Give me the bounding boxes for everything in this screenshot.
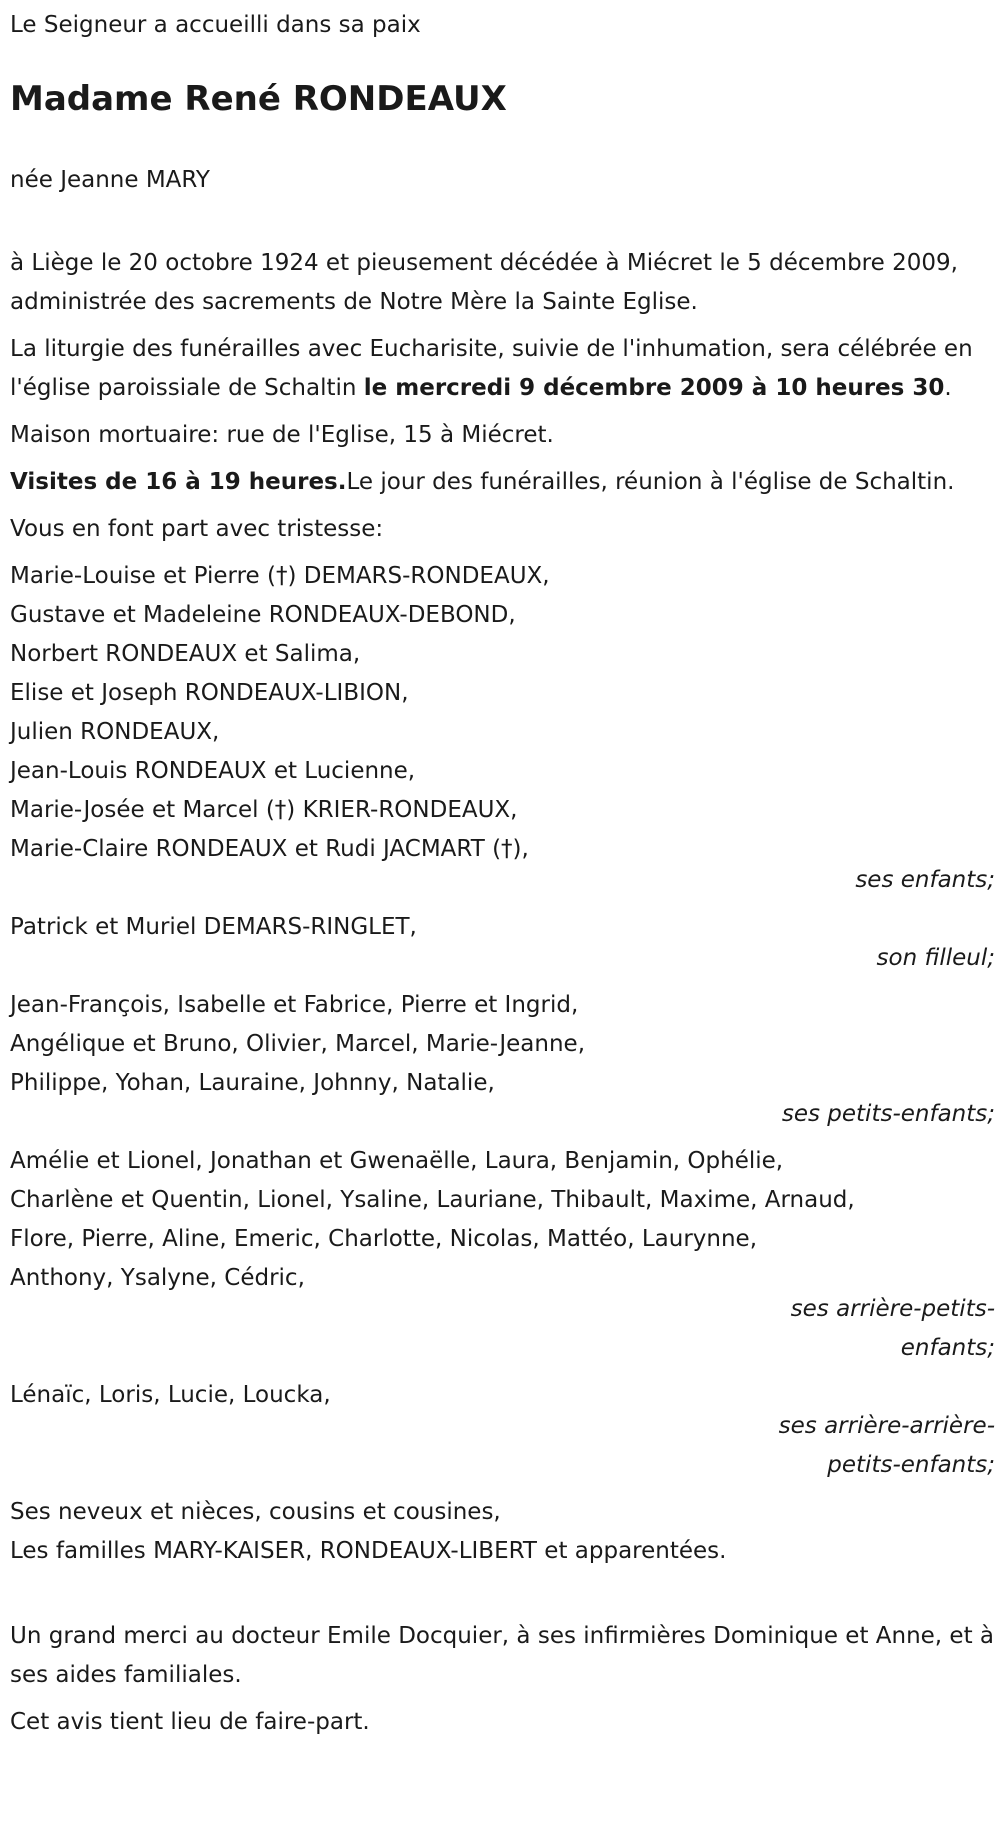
thanks-paragraph: Un grand merci au docteur Emile Docquier, à ses infirmières Dominique et Anne, et à ses aides familiales.	[10, 1623, 995, 1688]
obituary-content	[10, 6, 995, 1742]
list-item: Marie-Josée et Marcel (†) KRIER-RONDEAUX,	[10, 797, 518, 823]
role-line: ses arrière-arrière-	[778, 1413, 995, 1439]
godson-role: son filleul;	[876, 945, 995, 971]
great-grandchildren-list	[10, 1142, 995, 1298]
list-item: Charlène et Quentin, Lionel, Ysaline, Lauriane, Thibault, Maxime, Arnaud,	[10, 1187, 855, 1213]
role-line: ses arrière-petits-	[790, 1296, 995, 1322]
deceased-name: Madame René RONDEAUX	[10, 79, 507, 119]
great-grandchildren-role	[10, 1290, 995, 1368]
relatives-list	[10, 1493, 995, 1571]
liturgy-date: le mercredi 9 décembre 2009 à 10 heures 30	[363, 375, 945, 401]
list-item: Norbert RONDEAUX et Salima,	[10, 641, 361, 667]
visites-paragraph	[10, 463, 995, 502]
list-item: Les familles MARY-KAISER, RONDEAUX-LIBERT et apparentées.	[10, 1538, 727, 1564]
maiden-name: née Jeanne MARY	[10, 167, 210, 193]
list-item: Anthony, Ysalyne, Cédric,	[10, 1265, 305, 1291]
list-item: Amélie et Lionel, Jonathan et Gwenaëlle, Laura, Benjamin, Ophélie,	[10, 1148, 784, 1174]
announcement-text: Vous en font part avec tristesse:	[10, 516, 384, 542]
grandchildren-role: ses petits-enfants;	[781, 1101, 995, 1127]
children-list	[10, 557, 995, 869]
obituary-page	[0, 6, 995, 1742]
liturgy-end: .	[944, 375, 952, 401]
list-item: Ses neveux et nièces, cousins et cousines,	[10, 1499, 501, 1525]
list-item: Patrick et Muriel DEMARS-RINGLET,	[10, 914, 417, 940]
list-item: Elise et Joseph RONDEAUX-LIBION,	[10, 680, 409, 706]
role-line: enfants;	[900, 1335, 995, 1361]
list-item: Jean-François, Isabelle et Fabrice, Pierre et Ingrid,	[10, 992, 579, 1018]
great-great-grandchildren-role	[10, 1407, 995, 1485]
list-item: Julien RONDEAUX,	[10, 719, 220, 745]
grandchildren-list	[10, 986, 995, 1103]
list-item: Angélique et Bruno, Olivier, Marcel, Marie-Jeanne,	[10, 1031, 586, 1057]
liturgy-text: La liturgie des funérailles avec Eucharisite, suivie de l'inhumation, sera célébrée en l'église paroissiale de Schaltin	[10, 336, 973, 401]
liturgy-paragraph	[10, 330, 995, 408]
list-item: Flore, Pierre, Aline, Emeric, Charlotte, Nicolas, Mattéo, Laurynne,	[10, 1226, 758, 1252]
list-item: Lénaïc, Loris, Lucie, Loucka,	[10, 1382, 331, 1408]
bio-paragraph: à Liège le 20 octobre 1924 et pieusement décédée à Miécret le 5 décembre 2009, administrée des sacrements de Notre Mère la Sainte Eglise.	[10, 250, 958, 315]
list-item: Marie-Claire RONDEAUX et Rudi JACMART (†),	[10, 836, 529, 862]
visites-text: Le jour des funérailles, réunion à l'église de Schaltin.	[346, 469, 955, 495]
children-role: ses enfants;	[855, 867, 995, 893]
list-item: Jean-Louis RONDEAUX et Lucienne,	[10, 758, 416, 784]
list-item: Marie-Louise et Pierre (†) DEMARS-RONDEAUX,	[10, 563, 550, 589]
role-line: petits-enfants;	[827, 1452, 995, 1478]
intro-text: Le Seigneur a accueilli dans sa paix	[10, 12, 421, 38]
list-item: Gustave et Madeleine RONDEAUX-DEBOND,	[10, 602, 516, 628]
list-item: Philippe, Yohan, Lauraine, Johnny, Natalie,	[10, 1070, 495, 1096]
visites-hours: Visites de 16 à 19 heures.	[10, 469, 347, 495]
closing-text: Cet avis tient lieu de faire-part.	[10, 1709, 370, 1735]
maison-mortuaire: Maison mortuaire: rue de l'Eglise, 15 à Miécret.	[10, 422, 554, 448]
